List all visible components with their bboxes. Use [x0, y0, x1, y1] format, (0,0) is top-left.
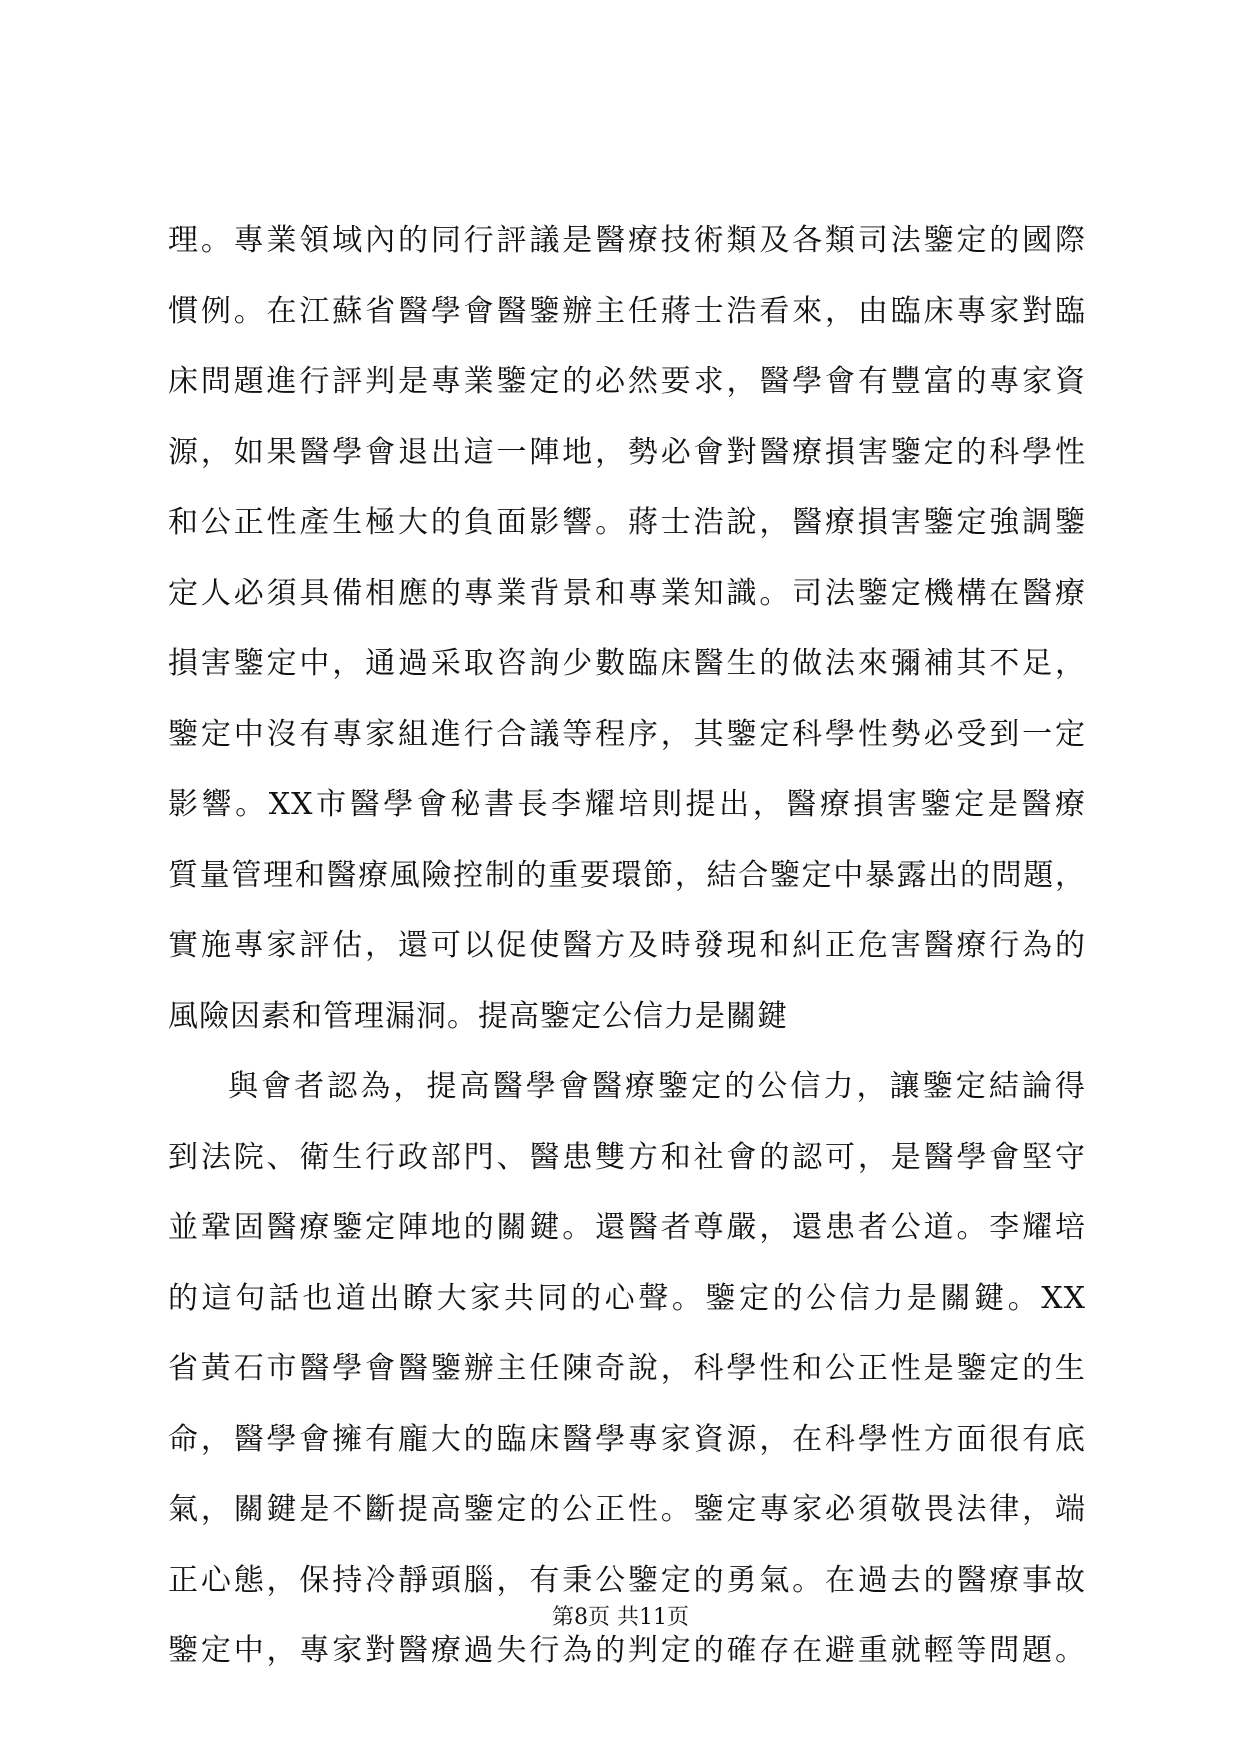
text-line: 鑒定中沒有專家組進行合議等程序，其鑒定科學性勢必受到一定 [168, 716, 1086, 752]
text-line: 慣例。在江蘇省醫學會醫鑒辦主任蔣士浩看來，由臨床專家對臨 [168, 293, 1086, 329]
text-line: 損害鑒定中，通過采取咨詢少數臨床醫生的做法來彌補其不足， [168, 646, 1086, 681]
text-line: 和公正性產生極大的負面影響。蔣士浩說，醫療損害鑒定強調鑒 [168, 505, 1086, 540]
text-line: 氣，關鍵是不斷提高鑒定的公正性。鑒定專家必須敬畏法律，端 [168, 1492, 1086, 1527]
text-line: 影響。XX市醫學會秘書長李耀培則提出，醫療損害鑒定是醫療 [168, 787, 1086, 822]
text-line: 並鞏固醫療鑒定陣地的關鍵。還醫者尊嚴，還患者公道。李耀培 [168, 1210, 1086, 1245]
text-line: 床問題進行評判是專業鑒定的必然要求，醫學會有豐富的專家資 [168, 364, 1086, 399]
text-line: 理。專業領域內的同行評議是醫療技術類及各類司法鑒定的國際 [168, 223, 1086, 258]
text-line: 鑒定中，專家對醫療過失行為的判定的確存在避重就輕等問題。 [168, 1633, 1086, 1668]
text-line: 質量管理和醫療風險控制的重要環節，結合鑒定中暴露出的問題， [168, 857, 1086, 893]
text-line: 的這句話也道出瞭大家共同的心聲。鑒定的公信力是關鍵。XX [168, 1280, 1086, 1316]
page-number-footer: 第8页 共11页 [552, 1605, 689, 1630]
text-line: 到法院、衛生行政部門、醫患雙方和社會的認可，是醫學會堅守 [168, 1139, 1086, 1175]
text-line: 風險因素和管理漏洞。提高鑒定公信力是關鍵 [168, 998, 788, 1034]
text-line: 命，醫學會擁有龐大的臨床醫學專家資源，在科學性方面很有底 [168, 1421, 1086, 1457]
text-line: 正心態，保持冷靜頭腦，有秉公鑒定的勇氣。在過去的醫療事故 [168, 1562, 1086, 1598]
text-line: 與會者認為，提高醫學會醫療鑒定的公信力，讓鑒定結論得 [228, 1069, 1086, 1104]
text-line: 實施專家評估，還可以促使醫方及時發現和糾正危害醫療行為的 [168, 928, 1086, 963]
document-body [168, 206, 1086, 1687]
text-line: 定人必須具備相應的專業背景和專業知識。司法鑒定機構在醫療 [168, 575, 1086, 611]
text-line: 源，如果醫學會退出這一陣地，勢必會對醫療損害鑒定的科學性 [168, 434, 1086, 470]
text-line: 省黃石市醫學會醫鑒辦主任陳奇說，科學性和公正性是鑒定的生 [168, 1351, 1086, 1386]
